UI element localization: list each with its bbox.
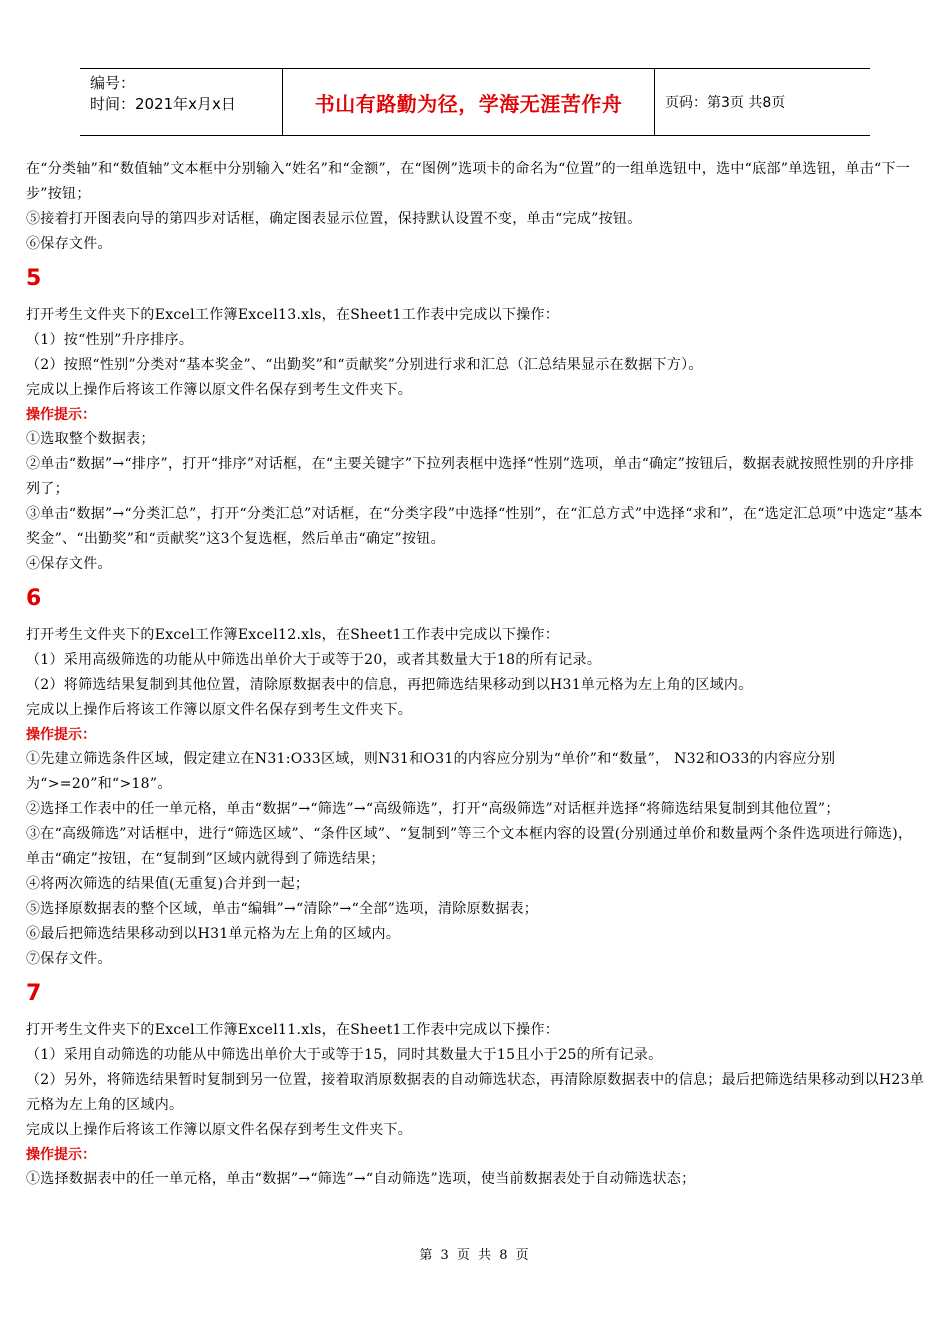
section-6 (26, 585, 926, 972)
task-line: （1）采用高级筛选的功能从中筛选出单价大于或等于20，或者其数量大于18的所有记录。 (26, 652, 602, 668)
section-5 (26, 265, 926, 577)
step-line: ④保存文件。 (26, 556, 112, 572)
task-line: 完成以上操作后将该工作簿以原文件名保存到考生文件夹下。 (26, 702, 413, 718)
task-line: （1）采用自动筛选的功能从中筛选出单价大于或等于15，同时其数量大于15且小于25的所有记录。 (26, 1047, 663, 1063)
section-number: 5 (26, 266, 42, 291)
step-line: ②单击“数据”→“排序”，打开“排序”对话框，在“主要关键字”下拉列表框中选择“性别”选项，单击“确定”按钮后，数据表就按照性别的升序排列了； (26, 456, 915, 497)
hint-label: 操作提示： (26, 1147, 96, 1163)
task-line: 完成以上操作后将该工作簿以原文件名保存到考生文件夹下。 (26, 382, 413, 398)
section-number: 6 (26, 586, 42, 611)
step-line: ⑦保存文件。 (26, 951, 112, 967)
step-line: ①先建立筛选条件区域，假定建立在N31:O33区域，则N31和O31的内容应分别为“单价”和“数量”， N32和O33的内容应分别为“>=20”和“>18”。 (26, 751, 836, 792)
header-meta (80, 69, 283, 135)
step-line: ④将两次筛选的结果值(无重复)合并到一起； (26, 876, 310, 892)
document-body (26, 157, 926, 1192)
step-line: ②选择工作表中的任一单元格，单击“数据”→“筛选”→“高级筛选”，打开“高级筛选”对话框并选择“将筛选结果复制到其他位置”； (26, 801, 840, 817)
step-line: ⑤选择原数据表的整个区域，单击“编辑”→“清除”→“全部”选项，清除原数据表； (26, 901, 539, 917)
task-line: （2）将筛选结果复制到其他位置，清除原数据表中的信息，再把筛选结果移动到以H31单元格为左上角的区域内。 (26, 677, 753, 693)
step-line: ⑥最后把筛选结果移动到以H31单元格为左上角的区域内。 (26, 926, 401, 942)
paragraph: ⑤接着打开图表向导的第四步对话框，确定图表显示位置，保持默认设置不变，单击“完成”按钮。 (26, 211, 642, 227)
task-line: （1）按“性别”升序排序。 (26, 332, 194, 348)
intro-block (26, 157, 926, 257)
page-footer: 第 3 页 共 8 页 (419, 1248, 531, 1263)
hint-label: 操作提示： (26, 407, 96, 423)
task-line: 打开考生文件夹下的Excel工作簿Excel13.xls，在Sheet1工作表中完成以下操作： (26, 307, 560, 323)
hint-label: 操作提示： (26, 727, 96, 743)
header-motto: 书山有路勤为径，学海无涯苦作舟 (283, 69, 655, 135)
step-line: ③在“高级筛选”对话框中，进行“筛选区域”、“条件区域”、“复制到”等三个文本框内容的设置(分别通过单价和数量两个条件选项进行筛选)，单击“确定”按钮，在“复制到”区域内就得到了筛选结果； (26, 826, 913, 867)
step-line: ①选取整个数据表； (26, 431, 155, 447)
time-label: 时间：2021年x月x日 (90, 95, 236, 113)
task-line: 打开考生文件夹下的Excel工作簿Excel12.xls，在Sheet1工作表中完成以下操作： (26, 627, 560, 643)
step-line: ①选择数据表中的任一单元格，单击“数据”→“筛选”→“自动筛选”选项，使当前数据表处于自动筛选状态； (26, 1171, 696, 1187)
step-line: ③单击“数据”→“分类汇总”，打开“分类汇总”对话框，在“分类字段”中选择“性别”，在“汇总方式”中选择“求和”，在“选定汇总项”中选定“基本奖金”、“出勤奖”和“贡献奖”这3个复选框，然后单击“确定”按钮。 (26, 506, 923, 547)
task-line: 完成以上操作后将该工作簿以原文件名保存到考生文件夹下。 (26, 1122, 413, 1138)
page-header (80, 68, 870, 136)
code-label: 编号： (90, 74, 136, 92)
section-number: 7 (26, 981, 42, 1006)
paragraph: ⑥保存文件。 (26, 236, 112, 252)
header-page-label: 页码：第3页 共8页 (665, 95, 786, 111)
task-line: （2）另外，将筛选结果暂时复制到另一位置，接着取消原数据表的自动筛选状态，再清除原数据表中的信息；最后把筛选结果移动到以H23单元格为左上角的区域内。 (26, 1072, 925, 1113)
task-line: （2）按照“性别”分类对“基本奖金”、“出勤奖”和“贡献奖”分别进行求和汇总（汇总结果显示在数据下方）。 (26, 357, 703, 373)
task-line: 打开考生文件夹下的Excel工作簿Excel11.xls，在Sheet1工作表中完成以下操作： (26, 1022, 560, 1038)
section-7 (26, 980, 926, 1192)
paragraph: 在“分类轴”和“数值轴”文本框中分别输入“姓名”和“金额”，在“图例”选项卡的命名为“位置”的一组单选钮中，选中“底部”单选钮，单击“下一步”按钮； (26, 161, 911, 202)
